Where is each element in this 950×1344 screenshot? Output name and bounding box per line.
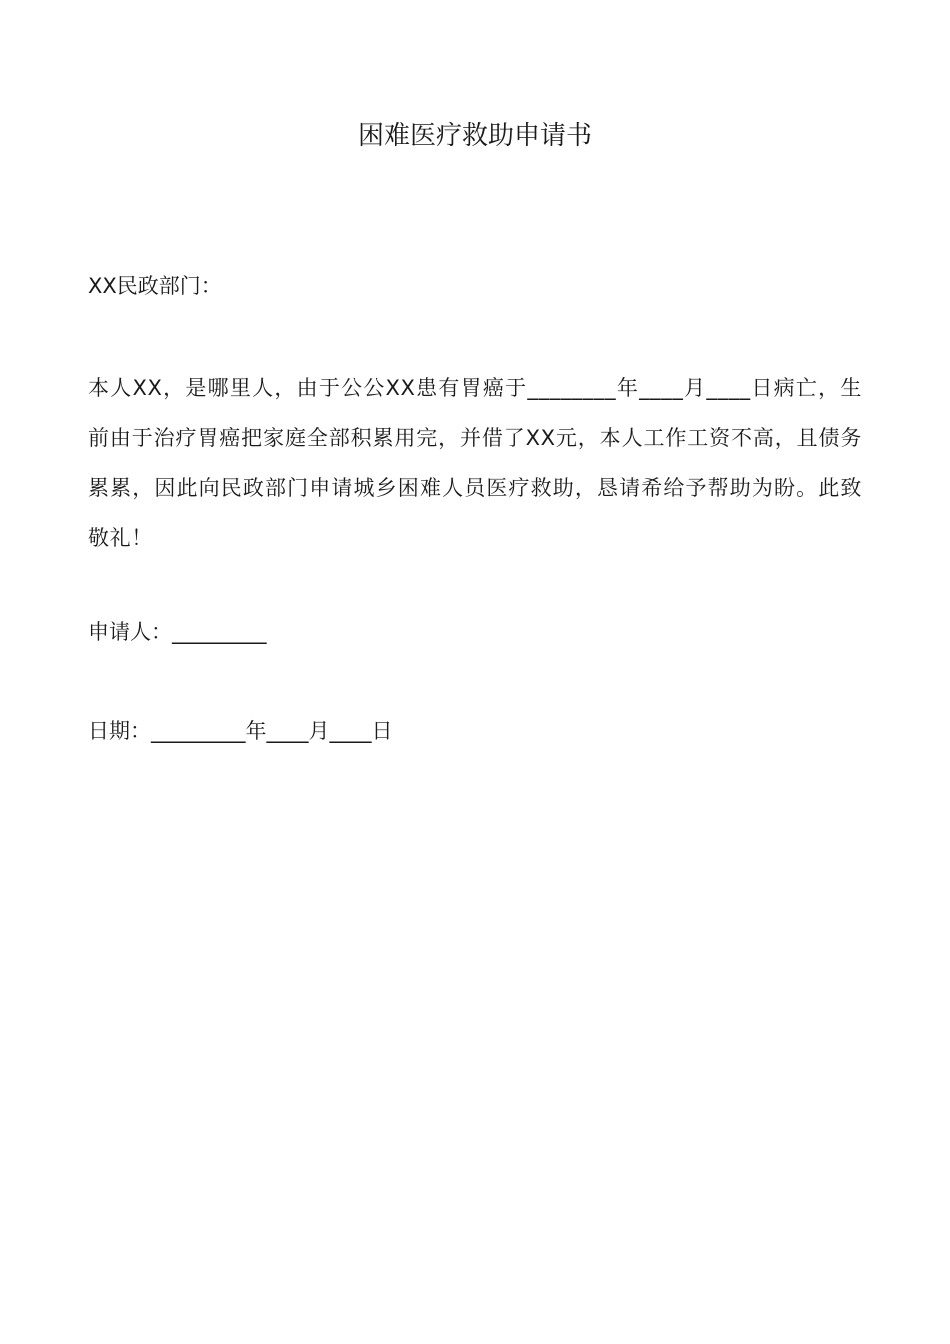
body-paragraph: 本人XX，是哪里人，由于公公XX患有胃癌于________年____月____日病亡，生前由于治疗胃癌把家庭全部积累用完，并借了XX元，本人工作工资不高，且债务累累，因此向民政部门申请城乡困难人员医疗救助，恳请希给予帮助为盼。此致敬礼！ [88, 376, 862, 550]
applicant-line: 申请人：_________ [88, 620, 267, 644]
date-line: 日期：_________年____月____日 [88, 719, 393, 743]
salutation: XX民政部门： [88, 274, 222, 298]
document-title: 困难医疗救助申请书 [357, 121, 592, 151]
